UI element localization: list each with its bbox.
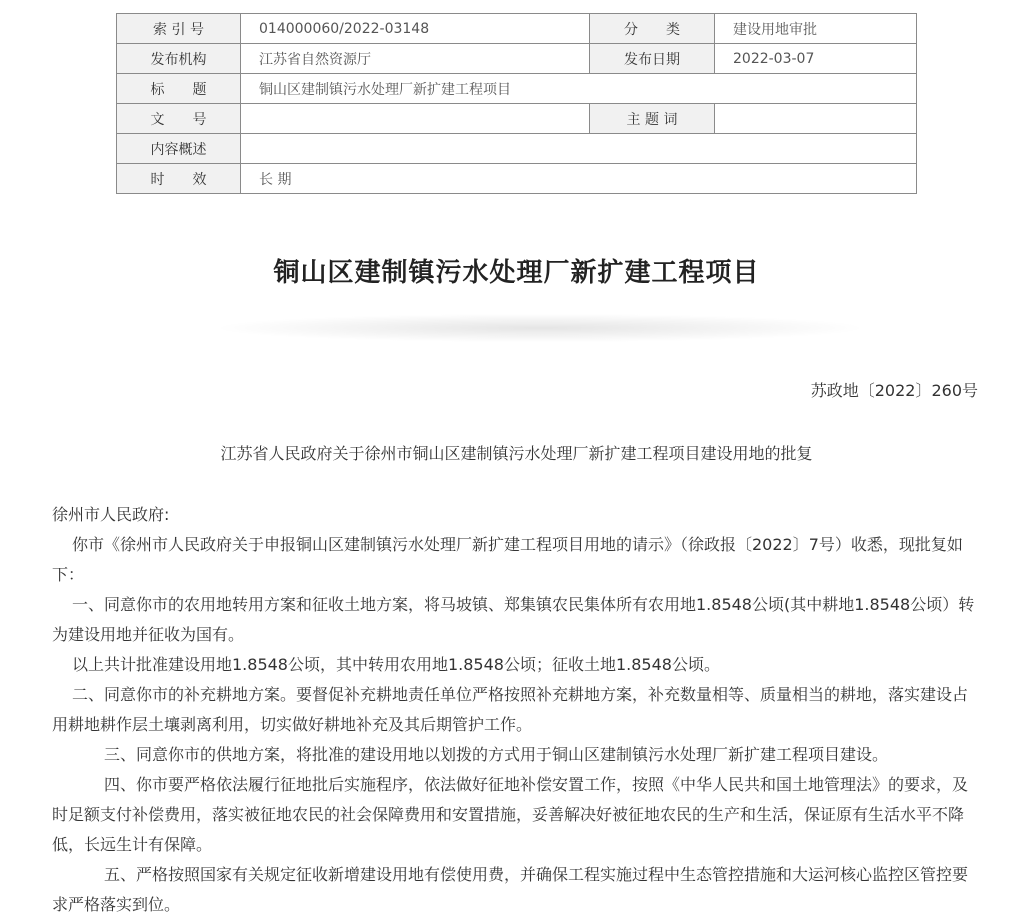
meta-row-title: [117, 74, 917, 104]
meta-row-docno: [117, 104, 917, 134]
paragraph-item-4: 四、你市要严格依法履行征地批后实施程序，依法做好征地补偿安置工作，按照《中华人民共和国土地管理法》的要求，及时足额支付补偿费用，落实被征地农民的社会保障费用和安置措施，妥善解决好被征地农民的生产和生活，保证原有生活水平不降低，长远生计有保障。: [52, 775, 969, 854]
meta-value-index: 014000060/2022-03148: [241, 14, 590, 44]
meta-value-summary: [241, 134, 917, 164]
document-title: 铜山区建制镇污水处理厂新扩建工程项目: [273, 258, 760, 288]
title-divider-shadow: [220, 314, 860, 342]
meta-value-keywords: [715, 104, 917, 134]
meta-value-docno: [241, 104, 590, 134]
meta-label-validity: 时 效: [117, 164, 241, 194]
meta-label-publisher: 发布机构: [117, 44, 241, 74]
salutation: 徐州市人民政府:: [52, 505, 170, 524]
meta-value-validity: 长 期: [241, 164, 917, 194]
meta-row-summary: [117, 134, 917, 164]
meta-label-category: 分 类: [590, 14, 715, 44]
meta-label-keywords: 主 题 词: [590, 104, 715, 134]
document-subtitle: 江苏省人民政府关于徐州市铜山区建制镇污水处理厂新扩建工程项目建设用地的批复: [220, 444, 813, 463]
meta-label-index: 索 引 号: [117, 14, 241, 44]
paragraph-item-5: 五、严格按照国家有关规定征收新增建设用地有偿使用费，并确保工程实施过程中生态管控措施和大运河核心监控区管控要求严格落实到位。: [52, 865, 969, 914]
meta-row-index: [117, 14, 917, 44]
meta-value-publisher: 江苏省自然资源厅: [241, 44, 590, 74]
meta-row-publisher: [117, 44, 917, 74]
paragraph-item-3: 三、同意你市的供地方案，将批准的建设用地以划拨的方式用于铜山区建制镇污水处理厂新扩建工程项目建设。: [104, 745, 889, 764]
document-body: [52, 500, 982, 920]
meta-row-validity: [117, 164, 917, 194]
document-number: 苏政地〔2022〕260号: [810, 381, 978, 400]
meta-value-title: 铜山区建制镇污水处理厂新扩建工程项目: [241, 74, 917, 104]
paragraph-total: 以上共计批准建设用地1.8548公顷，其中转用农用地1.8548公顷；征收土地1.8548公顷。: [72, 655, 720, 674]
paragraph-item-1: 一、同意你市的农用地转用方案和征收土地方案，将马坡镇、郑集镇农民集体所有农用地1.8548公顷(其中耕地1.8548公顷）转为建设用地并征收为国有。: [52, 595, 975, 644]
meta-label-title: 标 题: [117, 74, 241, 104]
paragraph-item-2: 二、同意你市的补充耕地方案。要督促补充耕地责任单位严格按照补充耕地方案，补充数量相等、质量相当的耕地，落实建设占用耕地耕作层土壤剥离利用，切实做好耕地补充及其后期管护工作。: [52, 685, 969, 734]
meta-label-summary: 内容概述: [117, 134, 241, 164]
meta-value-category: 建设用地审批: [715, 14, 917, 44]
meta-label-docno: 文 号: [117, 104, 241, 134]
meta-value-date: 2022-03-07: [715, 44, 917, 74]
metadata-table: [116, 13, 917, 194]
paragraph-request: 你市《徐州市人民政府关于申报铜山区建制镇污水处理厂新扩建工程项目用地的请示》（徐政报〔2022〕7号）收悉，现批复如下：: [52, 535, 963, 584]
meta-label-date: 发布日期: [590, 44, 715, 74]
